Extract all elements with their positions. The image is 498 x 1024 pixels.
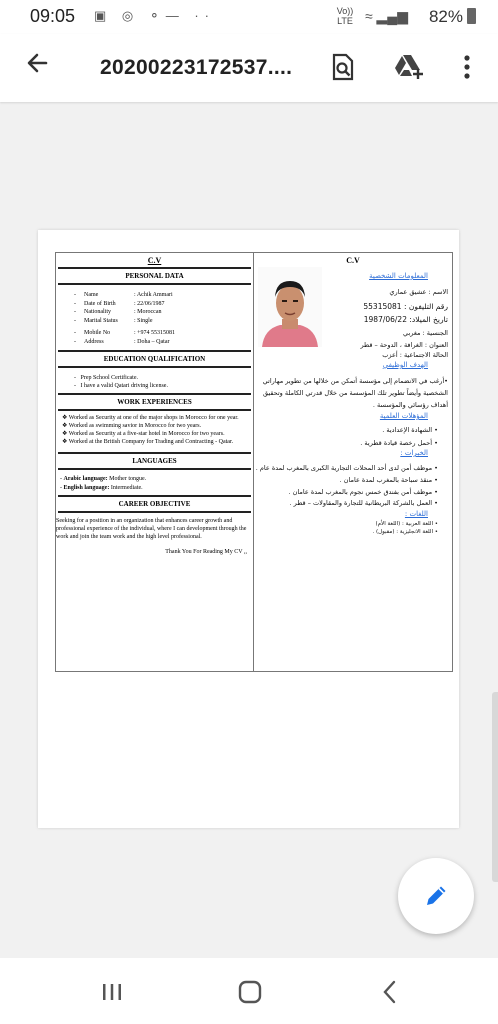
battery-status <box>429 7 476 27</box>
notification-icons: ▣ ◎ ⚬— ·· <box>94 8 216 23</box>
pencil-icon <box>422 882 450 910</box>
back-nav-icon[interactable] <box>370 974 410 1010</box>
personal-data-list <box>56 285 253 346</box>
arabic-education-item: • الشهادة الإعدادية . <box>382 426 438 434</box>
languages-heading: LANGUAGES <box>58 452 251 470</box>
cv-title-arabic-side: C.V <box>346 256 360 265</box>
arabic-personal-heading: المعلومات الشخصية <box>369 272 428 280</box>
arabic-goal-heading: الهدف الوظيفي <box>382 361 428 369</box>
list-item: ❖ Worked at the British Company for Trading and Contracting - Qatar. <box>62 439 234 445</box>
add-to-drive-icon[interactable] <box>392 50 426 84</box>
personal-row: - Name : Achik Ammari <box>74 292 173 298</box>
arabic-experience-heading: الخبرات : <box>400 449 428 457</box>
arabic-row: رقم التليفون : 55315081 <box>363 301 448 311</box>
edit-button[interactable] <box>398 858 474 934</box>
cv-frame <box>55 252 453 672</box>
document-title: 20200223172537.... <box>100 56 293 79</box>
personal-data-heading: PERSONAL DATA <box>58 267 251 285</box>
scrollbar-thumb[interactable] <box>492 692 498 882</box>
personal-row: - Marital Status : Single <box>74 317 153 324</box>
thanks-line: Thank You For Reading My CV ,, <box>165 549 247 555</box>
battery-percent: 82% <box>428 7 463 26</box>
cv-title: C.V <box>147 256 162 265</box>
list-item: ❖ Worked as swimming savior in Morocco for two years. <box>62 423 202 429</box>
recent-apps-icon[interactable] <box>92 974 132 1010</box>
list-item: - English language: Intermediate. <box>60 485 143 491</box>
arabic-experience-item: • العمل بالشركة البريطانية للتجارة والمقاولات – قطر . <box>289 499 438 507</box>
lte-indicator: Vo)) LTE <box>336 6 354 26</box>
arabic-languages-heading: اللغات : <box>404 509 428 518</box>
status-bar <box>0 0 498 34</box>
document-page <box>38 230 459 828</box>
arabic-row: العنوان : الغرافة ، الدوحة – قطر <box>360 341 448 349</box>
arabic-experience-item: • موظف أمن لدى أحد المحلات التجارية الكبرى بالمغرب لمدة عام . <box>255 464 438 472</box>
list-item: - I have a valid Qatari driving license. <box>74 383 168 389</box>
personal-row: - Date of Birth : 22/06/1987 <box>74 300 165 307</box>
objective-text: Seeking for a position in an organization that enhances career growth and professional experience of the individual, where I can development through the work and join the team work and the high level professional. <box>56 518 247 540</box>
more-options-icon[interactable] <box>450 50 484 84</box>
arabic-experience-item: • منقذ سباحة بالمغرب لمدة عامان . <box>339 476 438 484</box>
arabic-language-item: • اللغة العربية : (اللغة الأم) <box>375 520 438 527</box>
arabic-education-item: • أحمل رخصة قيادة قطرية . <box>360 438 438 447</box>
profile-photo <box>258 267 322 347</box>
find-in-document-icon[interactable] <box>326 50 360 84</box>
battery-icon <box>467 8 476 24</box>
education-list <box>56 368 253 390</box>
system-nav-bar <box>0 958 498 1024</box>
work-list <box>56 411 253 446</box>
objective-heading: CAREER OBJECTIVE <box>58 495 251 513</box>
cv-english-column <box>56 253 254 671</box>
arabic-row: الجنسية : مغربي <box>403 328 448 337</box>
personal-row: - Address : Doha – Qatar <box>74 338 170 345</box>
back-arrow-icon[interactable] <box>24 50 50 84</box>
clock: 09:05 <box>30 6 76 26</box>
app-bar <box>0 34 498 102</box>
personal-row: - Nationality : Moroccan <box>74 309 162 315</box>
arabic-row: تاريخ الميلاد: 1987/06/22 <box>363 315 448 324</box>
arabic-row: الحالة الاجتماعية : أعزب <box>382 350 448 359</box>
arabic-goal-text: •أرغب في الانضمام إلى مؤسسة أتمكن من خلالها من تطوير مهاراتي الشخصية وأيضاً تطوير تلك المؤسسة من خلال قدرتي الكاملة وتحقيق أهداف رؤسائي والمؤسسة . <box>262 377 448 409</box>
signal-icon: ≈ ▂▄▆ <box>364 8 408 24</box>
home-icon[interactable] <box>230 974 270 1010</box>
arabic-experience-item: • موظف أمن بفندق خمس نجوم بالمغرب لمدة عامان . <box>288 487 438 496</box>
list-item: ❖ Worked as Security at a five-star hotel in Morocco for two years. <box>62 431 225 437</box>
personal-row: - Mobile No : +974 55315081 <box>74 330 176 336</box>
list-item: - Arabic language: Mother tongue. <box>60 476 147 482</box>
list-item: - Prep School Certificate. <box>74 375 138 381</box>
cv-arabic-column <box>254 253 452 671</box>
arabic-education-heading: المؤهلات العلمية <box>379 412 428 420</box>
education-heading: EDUCATION QUALIFICATION <box>58 350 251 368</box>
arabic-language-item: • اللغة الانجليزية : (مقبول) . <box>372 528 438 535</box>
list-item: ❖ Worked as Security at one of the major shops in Morocco for one year. <box>62 415 239 421</box>
languages-list <box>56 470 253 493</box>
arabic-row: الاسم : عشيق عماري <box>389 288 448 296</box>
work-heading: WORK EXPERIENCES <box>58 393 251 411</box>
